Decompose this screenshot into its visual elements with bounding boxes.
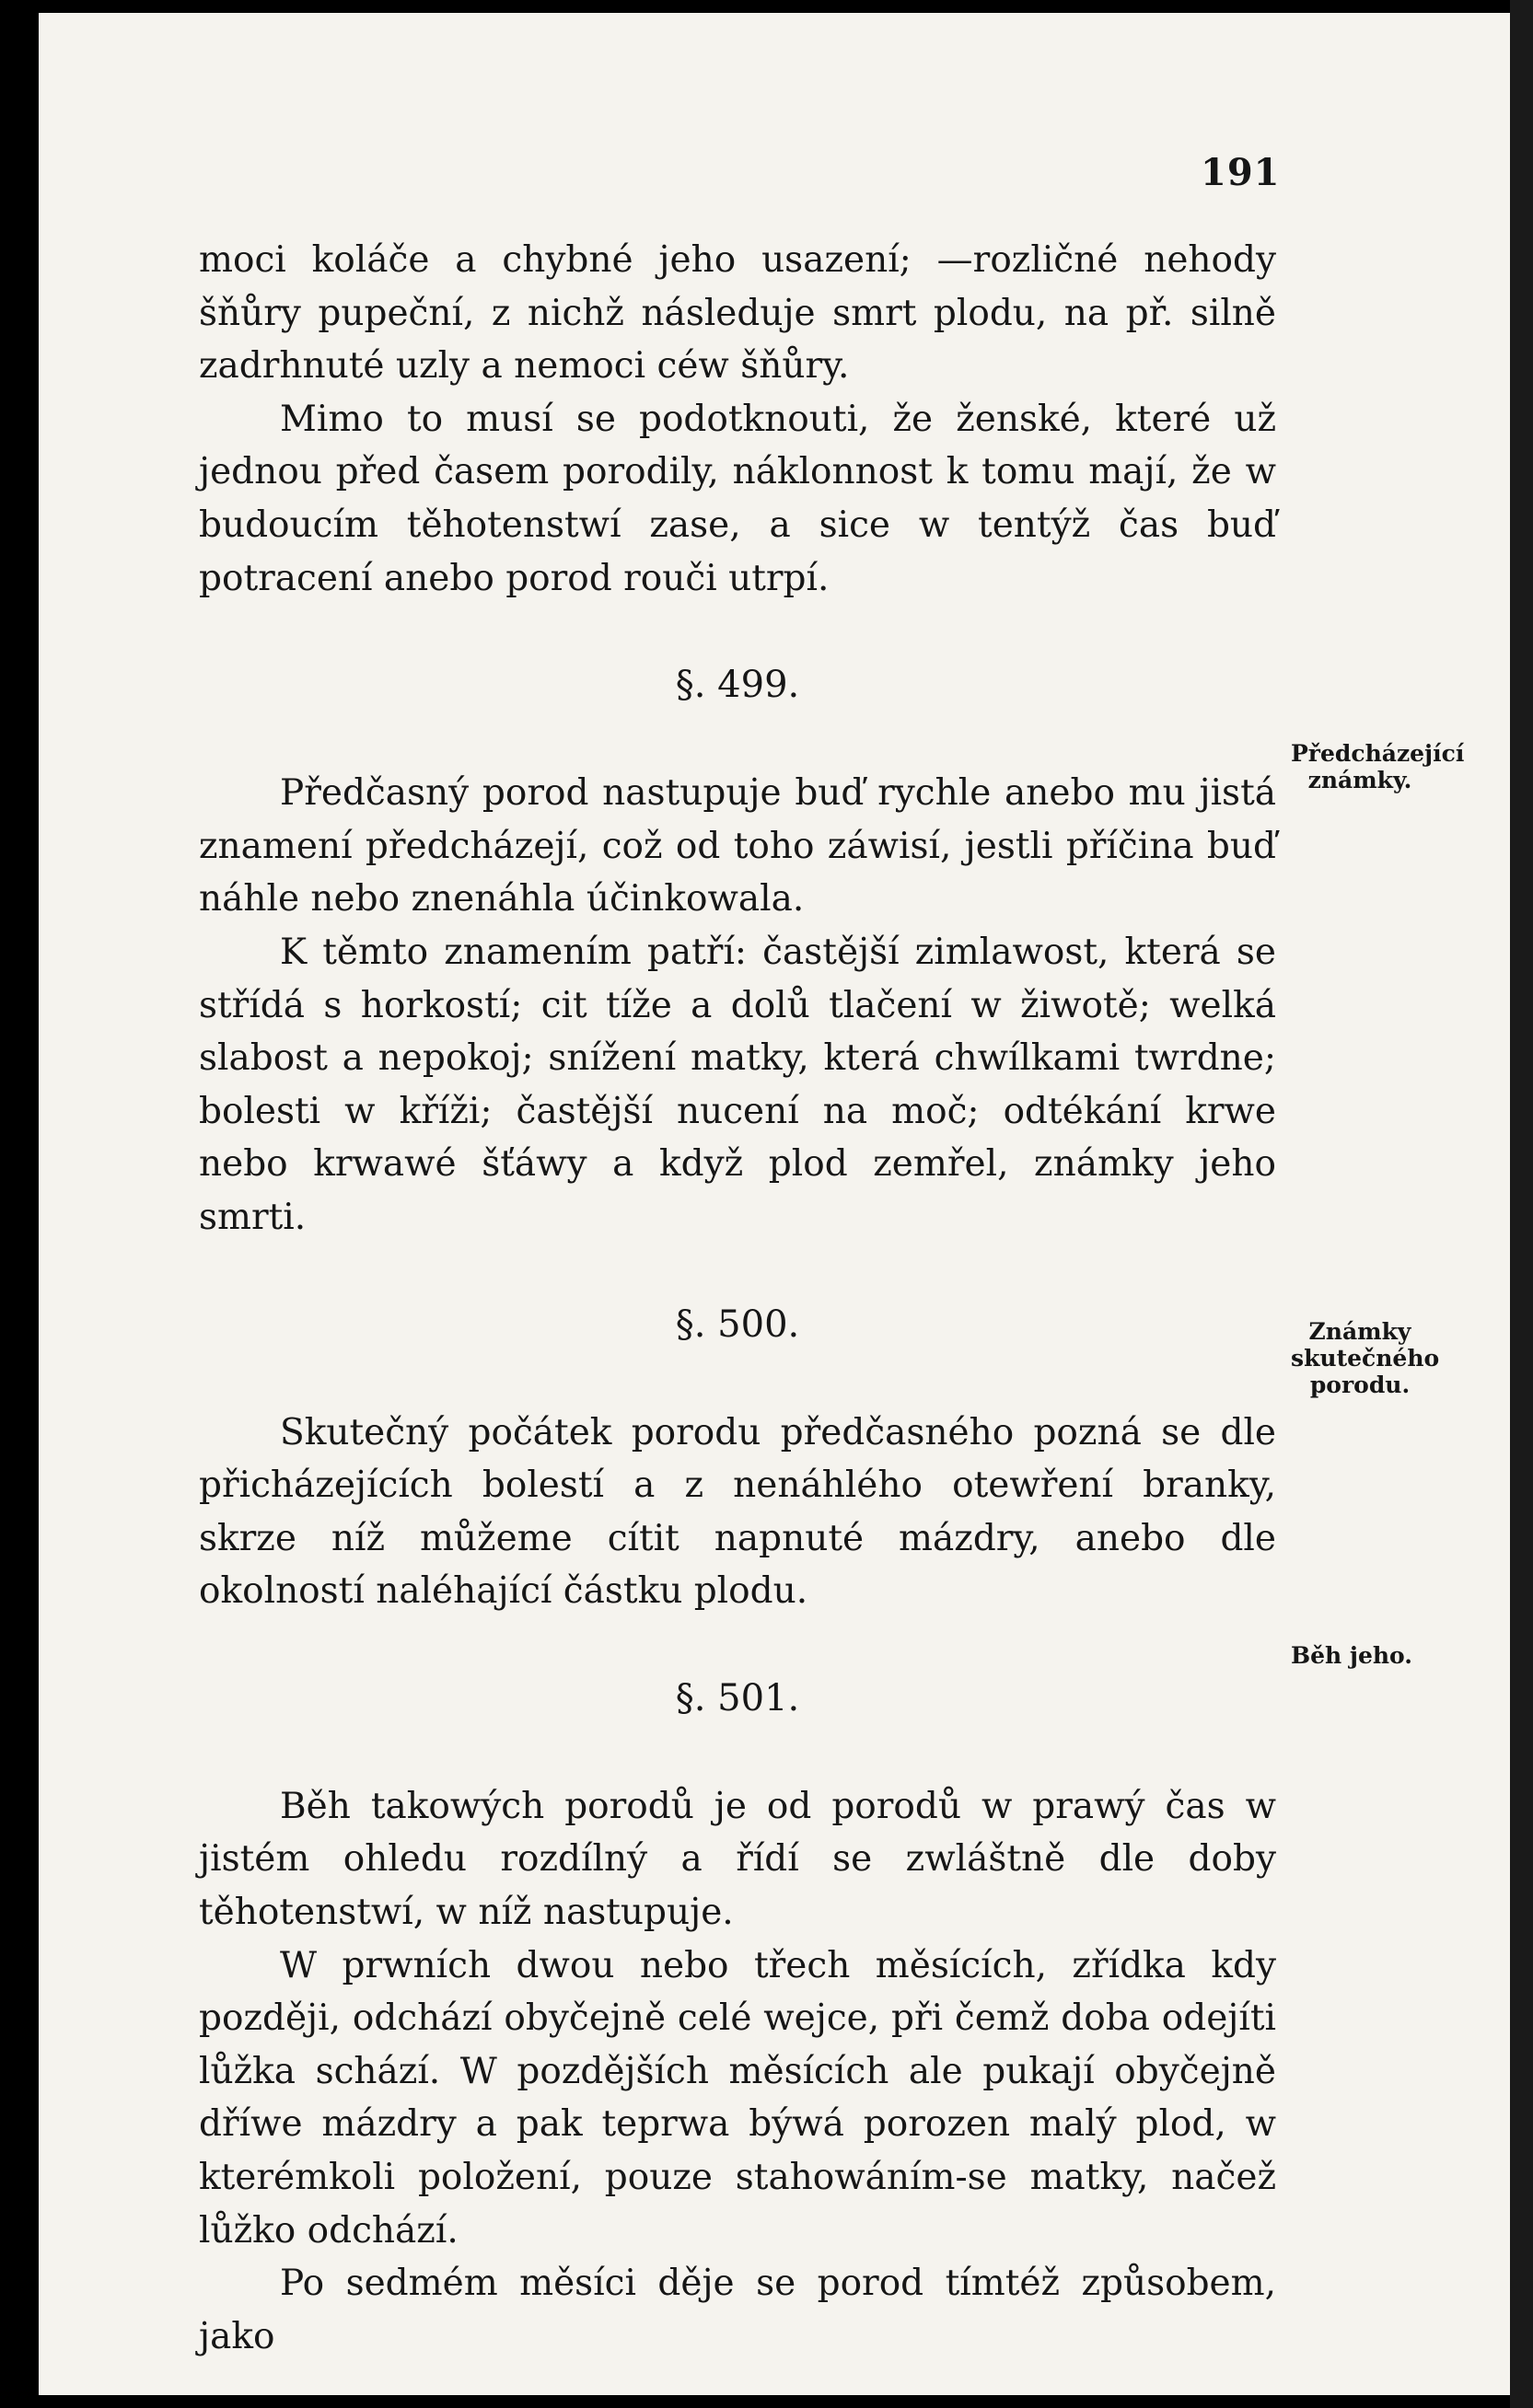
marginal-note: Běh jeho. [1291,1642,1412,1669]
section-heading [199,1618,1276,1780]
paragraph: W prwních dwou nebo třech měsících, zřídka kdy později, odchází obyčejně celé wejce, při čemž doba odejíti lůžka schází. W pozdějších měsících ale pukají obyčejně dříwe mázdry a pak teprwa býwá porozen malý plod, w kterémkoli položení, pouze stahowáním-se matky, načež lůžko odchází. [199,1944,1276,2252]
body-text [199,234,1276,2363]
section-heading-label: §. 499. [675,664,800,707]
paragraph: Předčasný porod nastupuje buď rychle anebo mu jistá znamení předcházejí, což od toho záwisí, jestli příčina buď náhle nebo znenáhla účinkowala. [199,772,1276,920]
marginal-note: Předcházející známky. [1291,740,1465,793]
section-heading [199,1245,1276,1407]
paragraph: moci koláče a chybné jeho usazení; —rozličné nehody šňůry pupeční, z nichž následuje smrt plodu, na př. silně zadrhnuté uzly a nemoci céw šňůry. [199,239,1276,388]
section-heading-label: §. 500. [675,1302,800,1346]
paragraph: Mimo to musí se podotknouti, že ženské, které už jednou před časem porodily, náklonnost k tomu mají, že w budoucím těhotenstwí zase, a sice w tentýž čas buď potracení anebo porod rouči utrpí. [199,398,1276,599]
paragraph: K těmto znamením patří: častější zimlawost, která se střídá s horkostí; cit tíže a dolů tlačení w žiwotě; welká slabost a nepokoj; snížení matky, která chwílkami twrdne; bolesti w kříži; častější nucení na moč; odtékání krwe nebo krwawé šťáwy a když plod zemřel, známky jeho smrti. [199,931,1276,1238]
book-page [39,13,1512,2395]
page-number: 191 [1201,151,1281,194]
section-heading-label: §. 501. [675,1676,800,1719]
paragraph: Skutečný počátek porodu předčasného pozná se dle přicházejících bolestí a z nenáhlého otewření branky, skrze níž můžeme cítit napnuté mázdry, anebo dle okolností naléhající částku plodu. [199,1411,1276,1613]
marginal-note: Známky skutečného porodu. [1291,1318,1440,1398]
paragraph: Po sedmém měsíci děje se porod tímtéž způsobem, jako [199,2263,1276,2357]
page-edge [1510,0,1533,2408]
section-heading [199,605,1276,767]
paragraph: Běh takowých porodů je od porodů w prawý čas w jistém ohledu rozdílný a řídí se zwláštně dle doby těhotenstwí, w níž nastupuje. [199,1785,1276,1934]
